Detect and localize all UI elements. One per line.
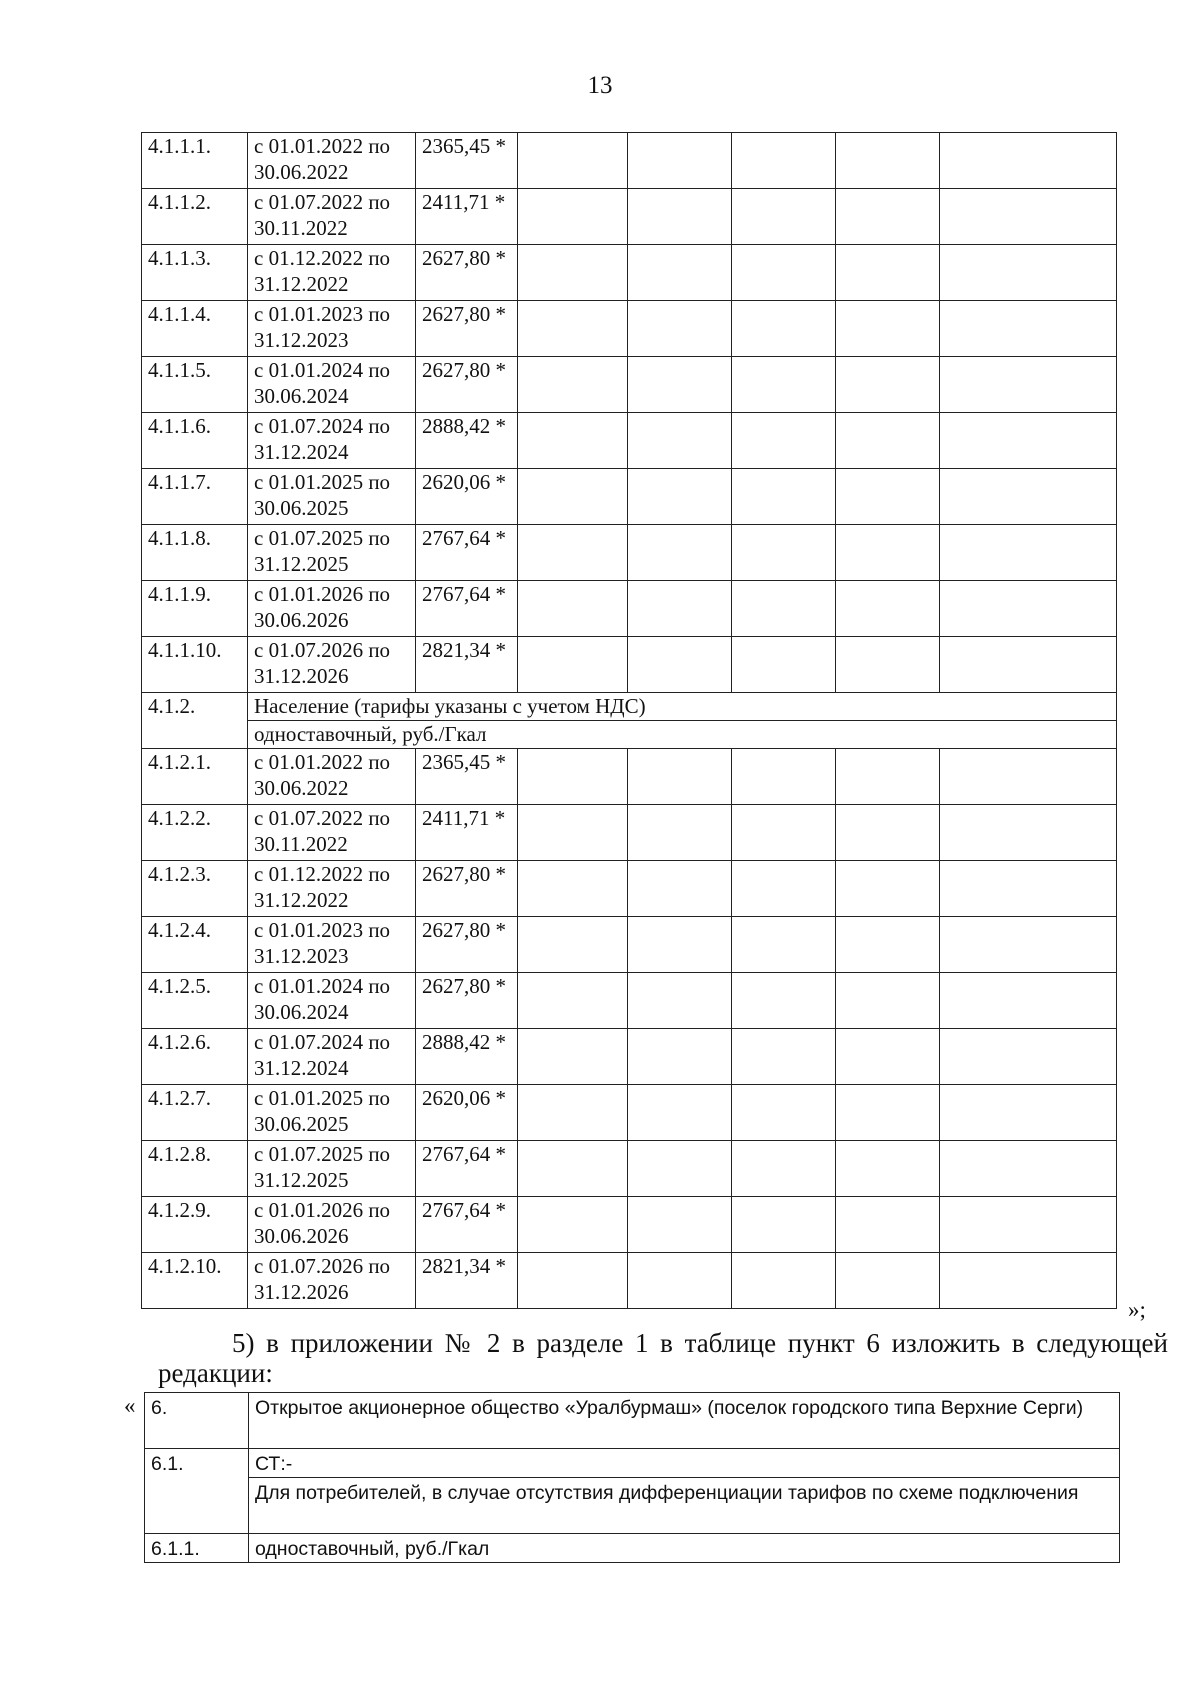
empty-cell bbox=[940, 1029, 1117, 1085]
empty-cell bbox=[732, 581, 836, 637]
row-value: 2767,64 * bbox=[416, 581, 518, 637]
row-period: с 01.01.2022 по 30.06.2022 bbox=[248, 749, 416, 805]
row-number: 4.1.2.7. bbox=[142, 1085, 248, 1141]
empty-cell bbox=[732, 245, 836, 301]
empty-cell bbox=[732, 469, 836, 525]
row-period: с 01.07.2026 по 31.12.2026 bbox=[248, 637, 416, 693]
empty-cell bbox=[518, 1197, 628, 1253]
row-611-number: 6.1.1. bbox=[145, 1534, 249, 1563]
empty-cell bbox=[940, 749, 1117, 805]
row-number: 4.1.1.4. bbox=[142, 301, 248, 357]
empty-cell bbox=[732, 637, 836, 693]
page-number: 13 bbox=[587, 72, 613, 99]
row-value: 2620,06 * bbox=[416, 469, 518, 525]
row-value: 2767,64 * bbox=[416, 1141, 518, 1197]
empty-cell bbox=[836, 413, 940, 469]
row-61-st: СТ:- bbox=[249, 1449, 1120, 1478]
empty-cell bbox=[628, 1141, 732, 1197]
row-number: 4.1.2.8. bbox=[142, 1141, 248, 1197]
tariff-row bbox=[142, 469, 1117, 525]
empty-cell bbox=[940, 413, 1117, 469]
empty-cell bbox=[940, 805, 1117, 861]
empty-cell bbox=[518, 1029, 628, 1085]
tariff-rows-top bbox=[142, 133, 1117, 693]
empty-cell bbox=[628, 1253, 732, 1309]
empty-cell bbox=[836, 133, 940, 189]
empty-cell bbox=[732, 133, 836, 189]
row-number: 4.1.2.4. bbox=[142, 917, 248, 973]
empty-cell bbox=[940, 1253, 1117, 1309]
row-value: 2627,80 * bbox=[416, 245, 518, 301]
empty-cell bbox=[518, 917, 628, 973]
row-611-text: одноставочный, руб./Гкал bbox=[249, 1534, 1120, 1563]
row-value: 2821,34 * bbox=[416, 1253, 518, 1309]
empty-cell bbox=[628, 469, 732, 525]
section-412-number: 4.1.2. bbox=[142, 693, 248, 749]
empty-cell bbox=[836, 1197, 940, 1253]
row-value: 2767,64 * bbox=[416, 1197, 518, 1253]
empty-cell bbox=[836, 917, 940, 973]
empty-cell bbox=[940, 133, 1117, 189]
tariff-row bbox=[142, 245, 1117, 301]
empty-cell bbox=[732, 1141, 836, 1197]
empty-cell bbox=[628, 301, 732, 357]
empty-cell bbox=[732, 1029, 836, 1085]
empty-cell bbox=[836, 749, 940, 805]
row-number: 4.1.2.5. bbox=[142, 973, 248, 1029]
empty-cell bbox=[940, 525, 1117, 581]
row-period: с 01.07.2024 по 31.12.2024 bbox=[248, 413, 416, 469]
empty-cell bbox=[518, 1141, 628, 1197]
row-6-number: 6. bbox=[145, 1393, 249, 1449]
row-number: 4.1.2.9. bbox=[142, 1197, 248, 1253]
empty-cell bbox=[518, 1253, 628, 1309]
row-period: с 01.07.2022 по 30.11.2022 bbox=[248, 189, 416, 245]
row-value: 2627,80 * bbox=[416, 301, 518, 357]
tariff-row bbox=[142, 1085, 1117, 1141]
paragraph-line-1: 5) в приложении № 2 в разделе 1 в таблице пункт 6 изложить в следующей bbox=[232, 1328, 1168, 1358]
empty-cell bbox=[836, 245, 940, 301]
empty-cell bbox=[518, 301, 628, 357]
row-value: 2365,45 * bbox=[416, 133, 518, 189]
tariff-rows-bottom bbox=[142, 749, 1117, 1309]
empty-cell bbox=[628, 917, 732, 973]
tariff-row bbox=[142, 1253, 1117, 1309]
row-period: с 01.07.2022 по 30.11.2022 bbox=[248, 805, 416, 861]
tariff-row bbox=[142, 749, 1117, 805]
tariff-row bbox=[142, 581, 1117, 637]
row-number: 4.1.2.3. bbox=[142, 861, 248, 917]
empty-cell bbox=[940, 1085, 1117, 1141]
empty-cell bbox=[628, 245, 732, 301]
empty-cell bbox=[836, 581, 940, 637]
empty-cell bbox=[518, 245, 628, 301]
tariff-row bbox=[142, 637, 1117, 693]
row-number: 4.1.2.1. bbox=[142, 749, 248, 805]
opening-quote: « bbox=[124, 1393, 136, 1418]
empty-cell bbox=[732, 917, 836, 973]
row-period: с 01.07.2025 по 31.12.2025 bbox=[248, 525, 416, 581]
row-number: 4.1.1.5. bbox=[142, 357, 248, 413]
tariff-row bbox=[142, 1141, 1117, 1197]
row-value: 2411,71 * bbox=[416, 805, 518, 861]
empty-cell bbox=[732, 413, 836, 469]
row-value: 2627,80 * bbox=[416, 917, 518, 973]
row-61-number: 6.1. bbox=[145, 1449, 249, 1534]
paragraph-line-2: редакции: bbox=[158, 1358, 273, 1388]
empty-cell bbox=[836, 1085, 940, 1141]
empty-cell bbox=[836, 525, 940, 581]
empty-cell bbox=[836, 861, 940, 917]
empty-cell bbox=[518, 469, 628, 525]
empty-cell bbox=[518, 749, 628, 805]
row-number: 4.1.1.8. bbox=[142, 525, 248, 581]
empty-cell bbox=[940, 469, 1117, 525]
empty-cell bbox=[518, 525, 628, 581]
empty-cell bbox=[628, 581, 732, 637]
row-value: 2888,42 * bbox=[416, 413, 518, 469]
empty-cell bbox=[732, 357, 836, 413]
row-period: с 01.07.2025 по 31.12.2025 bbox=[248, 1141, 416, 1197]
section-412-subtitle: одноставочный, руб./Гкал bbox=[248, 721, 1117, 749]
empty-cell bbox=[732, 805, 836, 861]
tariff-row bbox=[142, 413, 1117, 469]
empty-cell bbox=[518, 805, 628, 861]
empty-cell bbox=[836, 1029, 940, 1085]
empty-cell bbox=[518, 357, 628, 413]
row-value: 2888,42 * bbox=[416, 1029, 518, 1085]
row-period: с 01.07.2024 по 31.12.2024 bbox=[248, 1029, 416, 1085]
empty-cell bbox=[628, 1029, 732, 1085]
row-number: 4.1.1.2. bbox=[142, 189, 248, 245]
empty-cell bbox=[836, 189, 940, 245]
row-number: 4.1.2.10. bbox=[142, 1253, 248, 1309]
empty-cell bbox=[732, 973, 836, 1029]
row-period: с 01.01.2023 по 31.12.2023 bbox=[248, 301, 416, 357]
row-period: с 01.01.2025 по 30.06.2025 bbox=[248, 469, 416, 525]
row-period: с 01.01.2026 по 30.06.2026 bbox=[248, 581, 416, 637]
empty-cell bbox=[940, 245, 1117, 301]
empty-cell bbox=[940, 973, 1117, 1029]
empty-cell bbox=[732, 301, 836, 357]
empty-cell bbox=[518, 973, 628, 1029]
row-period: с 01.01.2023 по 31.12.2023 bbox=[248, 917, 416, 973]
empty-cell bbox=[836, 637, 940, 693]
empty-cell bbox=[940, 301, 1117, 357]
empty-cell bbox=[836, 1253, 940, 1309]
row-period: с 01.01.2022 по 30.06.2022 bbox=[248, 133, 416, 189]
row-number: 4.1.2.6. bbox=[142, 1029, 248, 1085]
empty-cell bbox=[940, 581, 1117, 637]
row-value: 2627,80 * bbox=[416, 861, 518, 917]
empty-cell bbox=[628, 637, 732, 693]
empty-cell bbox=[628, 805, 732, 861]
section-412 bbox=[142, 693, 1117, 749]
empty-cell bbox=[732, 525, 836, 581]
empty-cell bbox=[732, 1085, 836, 1141]
row-period: с 01.01.2025 по 30.06.2025 bbox=[248, 1085, 416, 1141]
empty-cell bbox=[628, 861, 732, 917]
empty-cell bbox=[940, 861, 1117, 917]
row-period: с 01.01.2026 по 30.06.2026 bbox=[248, 1197, 416, 1253]
row-value: 2627,80 * bbox=[416, 973, 518, 1029]
empty-cell bbox=[628, 1085, 732, 1141]
row-number: 4.1.1.10. bbox=[142, 637, 248, 693]
empty-cell bbox=[518, 637, 628, 693]
empty-cell bbox=[732, 189, 836, 245]
tariff-row bbox=[142, 1029, 1117, 1085]
row-period: с 01.01.2024 по 30.06.2024 bbox=[248, 357, 416, 413]
row-period: с 01.01.2024 по 30.06.2024 bbox=[248, 973, 416, 1029]
tariff-row bbox=[142, 525, 1117, 581]
empty-cell bbox=[732, 1253, 836, 1309]
tariff-row bbox=[142, 189, 1117, 245]
empty-cell bbox=[518, 861, 628, 917]
closing-quote: »; bbox=[1128, 1297, 1146, 1322]
empty-cell bbox=[940, 637, 1117, 693]
row-value: 2620,06 * bbox=[416, 1085, 518, 1141]
tariff-row bbox=[142, 1197, 1117, 1253]
section6-table bbox=[144, 1392, 1120, 1563]
empty-cell bbox=[836, 469, 940, 525]
empty-cell bbox=[628, 189, 732, 245]
row-61-text: Для потребителей, в случае отсутствия дифференциации тарифов по схеме подключения bbox=[249, 1478, 1120, 1534]
row-period: с 01.07.2026 по 31.12.2026 bbox=[248, 1253, 416, 1309]
tariff-row bbox=[142, 301, 1117, 357]
empty-cell bbox=[628, 525, 732, 581]
empty-cell bbox=[836, 301, 940, 357]
empty-cell bbox=[940, 1197, 1117, 1253]
empty-cell bbox=[836, 973, 940, 1029]
empty-cell bbox=[836, 357, 940, 413]
row-number: 4.1.2.2. bbox=[142, 805, 248, 861]
row-number: 4.1.1.6. bbox=[142, 413, 248, 469]
row-number: 4.1.1.7. bbox=[142, 469, 248, 525]
empty-cell bbox=[518, 1085, 628, 1141]
tariff-row bbox=[142, 133, 1117, 189]
empty-cell bbox=[628, 749, 732, 805]
empty-cell bbox=[628, 133, 732, 189]
row-number: 4.1.1.3. bbox=[142, 245, 248, 301]
row-period: с 01.12.2022 по 31.12.2022 bbox=[248, 861, 416, 917]
empty-cell bbox=[836, 805, 940, 861]
empty-cell bbox=[732, 861, 836, 917]
row-value: 2411,71 * bbox=[416, 189, 518, 245]
empty-cell bbox=[628, 1197, 732, 1253]
empty-cell bbox=[518, 189, 628, 245]
empty-cell bbox=[518, 413, 628, 469]
empty-cell bbox=[518, 133, 628, 189]
amendment-paragraph bbox=[158, 1328, 1168, 1388]
row-value: 2767,64 * bbox=[416, 525, 518, 581]
row-number: 4.1.1.1. bbox=[142, 133, 248, 189]
empty-cell bbox=[628, 357, 732, 413]
tariff-row bbox=[142, 357, 1117, 413]
row-value: 2821,34 * bbox=[416, 637, 518, 693]
row-value: 2365,45 * bbox=[416, 749, 518, 805]
empty-cell bbox=[628, 413, 732, 469]
empty-cell bbox=[940, 189, 1117, 245]
tariff-row bbox=[142, 861, 1117, 917]
empty-cell bbox=[940, 917, 1117, 973]
row-period: с 01.12.2022 по 31.12.2022 bbox=[248, 245, 416, 301]
empty-cell bbox=[518, 581, 628, 637]
empty-cell bbox=[940, 357, 1117, 413]
row-6-text: Открытое акционерное общество «Уралбурмаш» (поселок городского типа Верхние Серги) bbox=[249, 1393, 1120, 1449]
tariff-row bbox=[142, 805, 1117, 861]
row-number: 4.1.1.9. bbox=[142, 581, 248, 637]
empty-cell bbox=[732, 749, 836, 805]
row-value: 2627,80 * bbox=[416, 357, 518, 413]
section-412-title: Население (тарифы указаны с учетом НДС) bbox=[248, 693, 1117, 721]
empty-cell bbox=[628, 973, 732, 1029]
tariff-row bbox=[142, 973, 1117, 1029]
tariff-row bbox=[142, 917, 1117, 973]
empty-cell bbox=[940, 1141, 1117, 1197]
empty-cell bbox=[732, 1197, 836, 1253]
empty-cell bbox=[836, 1141, 940, 1197]
tariff-table bbox=[141, 132, 1117, 1309]
